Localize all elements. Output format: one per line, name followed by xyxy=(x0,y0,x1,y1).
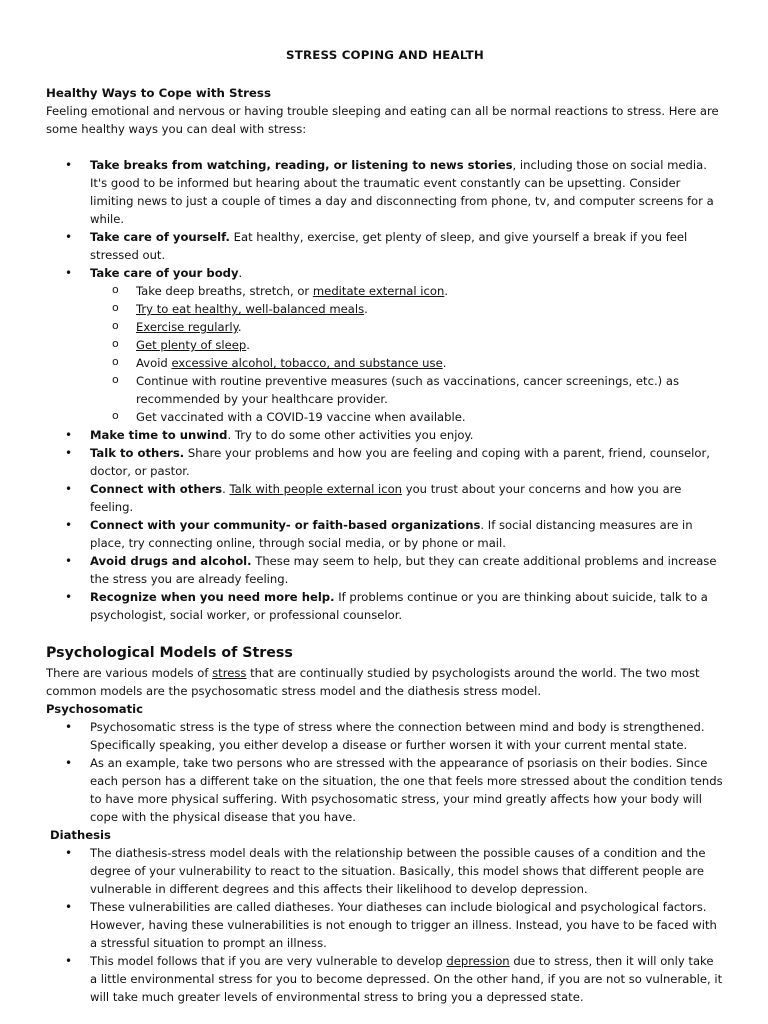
section-heading-coping: Healthy Ways to Cope with Stress xyxy=(46,86,271,100)
list-item: • These vulnerabilities are called diatheses. Your diatheses can include biological and psychological factors. However, having these vulnerabilities is not enough to trigger an illness. Instead, you have to be faced with a stressful situation to prompt an illness. xyxy=(46,898,724,952)
list-item: • As an example, take two persons who are stressed with the appearance of psoriasis on their bodies. Since each person has a different take on the situation, the one that feels more stressed about the condition tends to have more physical suffering. With psychosomatic stress, your mind greatly affects how your body will cope with the physical disease that you have. xyxy=(46,754,724,826)
talk-with-people-link[interactable]: Talk with people external icon xyxy=(229,482,403,496)
sublist-item: o Continue with routine preventive measures (such as vaccinations, cancer screenings, etc.) as recommended by your healthcare provider. xyxy=(90,372,724,408)
list-item: • The diathesis-stress model deals with the relationship between the possible causes of a condition and the degree of your vulnerability to react to the situation. Basically, this model shows that different people are vulnerable in different degrees and this affects their likelihood to develop depression. xyxy=(46,844,724,898)
depression-link[interactable]: depression xyxy=(446,954,510,968)
sublist-item: o Exercise regularly. xyxy=(90,318,724,336)
psychosomatic-list xyxy=(46,718,724,826)
sublist-item: o Take deep breaths, stretch, or meditate external icon. xyxy=(90,282,724,300)
list-item: • Connect with your community- or faith-based organizations. If social distancing measures are in place, try connecting online, through social media, or by phone or mail. xyxy=(46,516,724,552)
diathesis-heading: Diathesis xyxy=(50,828,111,842)
sleep-link[interactable]: Get plenty of sleep xyxy=(136,338,247,352)
section-intro-models: There are various models of stress that are continually studied by psychologists around the world. The two most common models are the psychosomatic stress model and the diathesis stress model. xyxy=(46,666,700,698)
list-item: • Avoid drugs and alcohol. These may seem to help, but they can create additional problems and increase the stress you are already feeling. xyxy=(46,552,724,588)
sublist-item: o Get vaccinated with a COVID-19 vaccine when available. xyxy=(90,408,724,426)
diathesis-list xyxy=(46,844,724,1006)
list-item: • Take care of yourself. Eat healthy, exercise, get plenty of sleep, and give yourself a break if you feel stressed out. xyxy=(46,228,724,264)
document-page xyxy=(46,46,724,1006)
body-care-sublist xyxy=(90,282,724,426)
list-item: • Take care of your body. o Take deep breaths, stretch, or meditate external icon. o Try to eat healthy, well-balanced meals. o Exercise regularly. o Get plenty of sleep. o Avoid excessive alcohol, tobacco, and substance use. o Continue with routine preventive measures (such as vaccinations, cancer screenings, etc.) as recommended by your healthcare provider. o Get vaccinated with a COVID-19 vaccine when available. xyxy=(46,264,724,426)
section-intro-coping: Feeling emotional and nervous or having trouble sleeping and eating can all be normal reactions to stress. Here are some healthy ways you can deal with stress: xyxy=(46,104,719,136)
substance-use-link[interactable]: excessive alcohol, tobacco, and substance use xyxy=(171,356,443,370)
psychosomatic-heading: Psychosomatic xyxy=(46,702,144,716)
document-title: STRESS COPING AND HEALTH xyxy=(286,48,484,62)
meditate-link[interactable]: meditate external icon xyxy=(312,284,445,298)
sublist-item: o Get plenty of sleep. xyxy=(90,336,724,354)
list-item: • Talk to others. Share your problems and how you are feeling and coping with a parent, friend, counselor, doctor, or pastor. xyxy=(46,444,724,480)
exercise-link[interactable]: Exercise regularly xyxy=(136,320,238,334)
list-item: • Recognize when you need more help. If problems continue or you are thinking about suicide, talk to a psychologist, social worker, or professional counselor. xyxy=(46,588,724,624)
sublist-item: o Avoid excessive alcohol, tobacco, and substance use. xyxy=(90,354,724,372)
healthy-meals-link[interactable]: Try to eat healthy, well-balanced meals xyxy=(136,302,365,316)
coping-list xyxy=(46,156,724,624)
sublist-item: o Try to eat healthy, well-balanced meals. xyxy=(90,300,724,318)
list-item: • Connect with others. Talk with people external icon you trust about your concerns and how you are feeling. xyxy=(46,480,724,516)
section-heading-models: Psychological Models of Stress xyxy=(46,645,293,661)
list-item: • Make time to unwind. Try to do some other activities you enjoy. xyxy=(46,426,724,444)
list-item: • Psychosomatic stress is the type of stress where the connection between mind and body is strengthened. Specifically speaking, you either develop a disease or further worsen it with your current mental state. xyxy=(46,718,724,754)
list-item: • Take breaks from watching, reading, or listening to news stories, including those on social media. It's good to be informed but hearing about the traumatic event constantly can be upsetting. Consider limiting news to just a couple of times a day and disconnecting from phone, tv, and computer screens for a while. xyxy=(46,156,724,228)
stress-link[interactable]: stress xyxy=(212,666,247,680)
list-item: • This model follows that if you are very vulnerable to develop depression due to stress, then it will only take a little environmental stress for you to become depressed. On the other hand, if you are not so vulnerable, it will take much greater levels of environmental stress to bring you a depressed state. xyxy=(46,952,724,1006)
